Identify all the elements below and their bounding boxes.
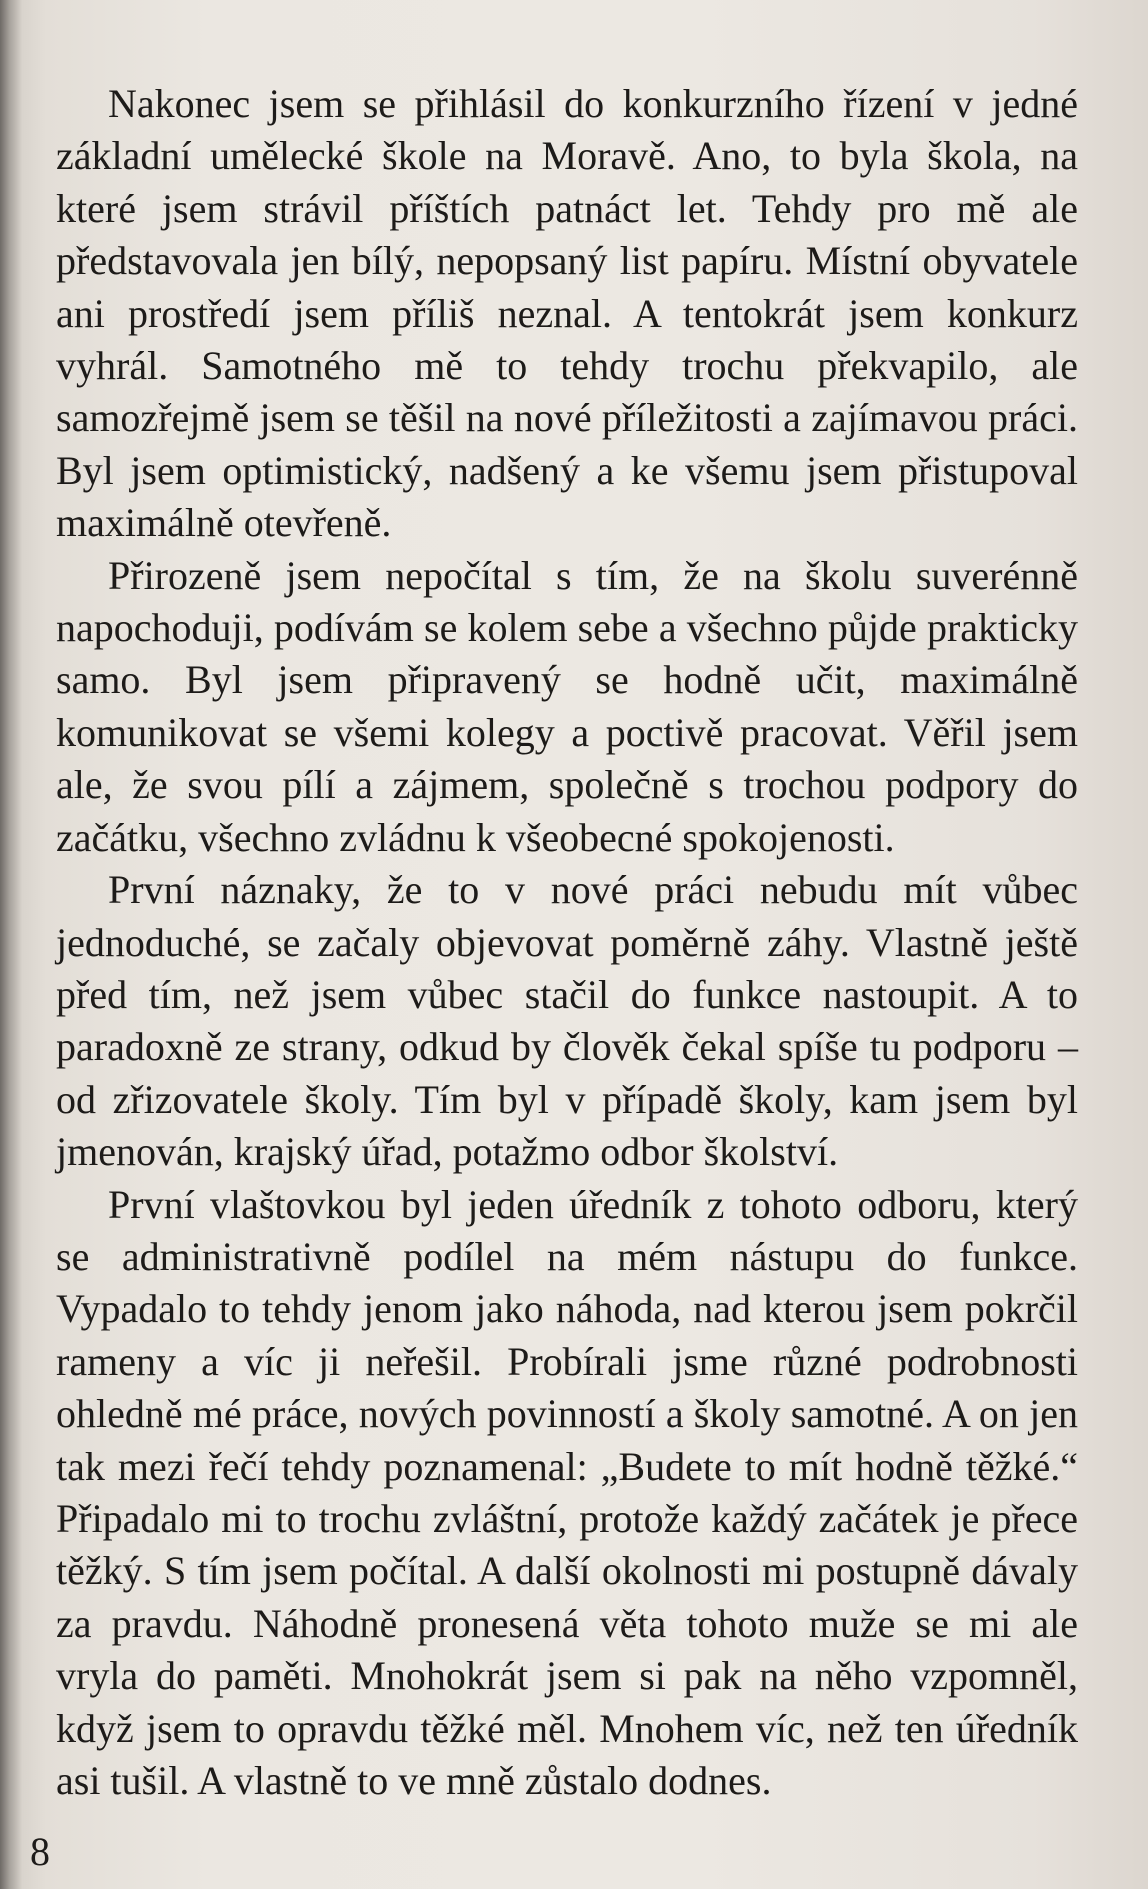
page-number: 8 (30, 1829, 50, 1874)
paragraph-3: První náznaky, že to v nové práci nebudu mít vůbec jednoduché, se začaly objevovat poměrně záhy. Vlastně ještě před tím, než jsem vůbec stačil do funkce nastoupit. A to paradoxně ze strany, odkud by člověk čekal spíše tu podporu – od zřizovatele školy. Tím byl v případě školy, kam jsem byl jmenován, krajský úřad, potažmo odbor školství. (56, 867, 1078, 1175)
page-binding-shadow (0, 0, 22, 1889)
paragraph-2: Přirozeně jsem nepočítal s tím, že na školu suverénně napochoduji, podívám se kolem sebe a všechno půjde prakticky samo. Byl jsem připravený se hodně učit, maximálně komunikovat se všemi kolegy a poctivě pracovat. Věřil jsem ale, že svou pílí a zájmem, společně s trochou podpory do začátku, všechno zvládnu k všeobecné spokojenosti. (56, 552, 1078, 860)
body-text (56, 78, 1078, 1807)
paragraph-1: Nakonec jsem se přihlásil do konkurzního řízení v jedné základní umělecké škole na Moravě. Ano, to byla škola, na které jsem strávil příštích patnáct let. Tehdy pro mě ale představovala jen bílý, nepopsaný list papíru. Místní obyvatele ani prostředí jsem příliš neznal. A tentokrát jsem konkurz vyhrál. Samotného mě to tehdy trochu překvapilo, ale samozřejmě jsem se těšil na nové příležitosti a zajímavou práci. Byl jsem optimistický, nadšený a ke všemu jsem přistupoval maximálně otevřeně. (56, 81, 1078, 546)
paragraph-4: První vlaštovkou byl jeden úředník z tohoto odboru, který se administrativně podílel na mém nástupu do funkce. Vypadalo to tehdy jenom jako náhoda, nad kterou jsem pokrčil rameny a víc ji neřešil. Probírali jsme různé podrobnosti ohledně mé práce, nových povinností a školy samotné. A on jen tak mezi řečí tehdy poznamenal: „Budete to mít hodně těžké.“ Připadalo mi to trochu zvláštní, protože každý začátek je přece těžký. S tím jsem počítal. A další okolnosti mi postupně dávaly za pravdu. Náhodně pronesená věta tohoto muže se mi ale vryla do paměti. Mnohokrát jsem si pak na něho vzpomněl, když jsem to opravdu těžké měl. Mnohem víc, než ten úředník asi tušil. A vlastně to ve mně zůstalo dodnes. (56, 1181, 1078, 1803)
